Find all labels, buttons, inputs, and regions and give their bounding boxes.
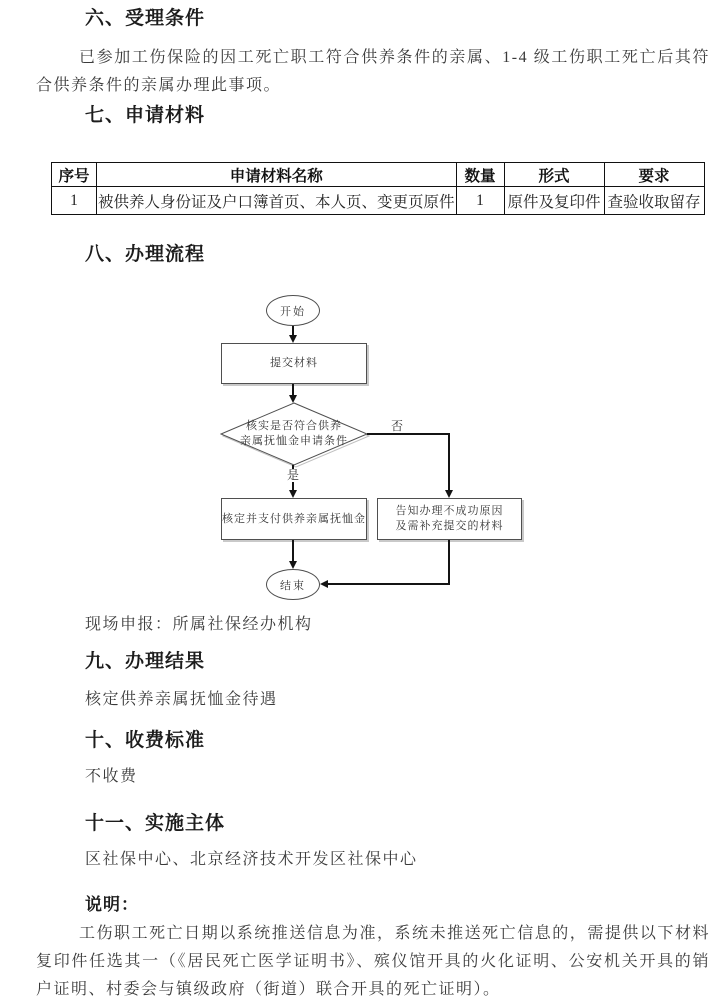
section-heading-implementing-body: 十一、实施主体 xyxy=(85,813,226,834)
col-header-index: 序号 xyxy=(52,163,97,187)
acceptance-conditions-paragraph: 已参加工伤保险的因工死亡职工符合供养条件的亲属、1-4 级工伤职工死亡后其符合供养条件的亲属办理此事项。 xyxy=(36,49,710,94)
materials-table xyxy=(51,162,705,215)
col-header-material-name: 申请材料名称 xyxy=(97,163,457,187)
arrow-yes-branch-head xyxy=(289,490,297,498)
col-header-form: 形式 xyxy=(504,163,604,187)
section-heading-acceptance-conditions: 六、受理条件 xyxy=(85,8,206,29)
flow-approve-node xyxy=(221,498,367,540)
flow-decision-label-line2: 亲属抚恤金申请条件 xyxy=(240,435,348,447)
col-header-requirement: 要求 xyxy=(604,163,704,187)
section-heading-fee: 十、收费标准 xyxy=(85,730,206,751)
process-flowchart xyxy=(0,280,728,615)
section-heading-result: 九、办理结果 xyxy=(85,651,206,672)
flow-submit-node xyxy=(221,343,367,384)
arrow-approve-to-end-head xyxy=(289,561,297,569)
table-header-row xyxy=(52,163,705,187)
flow-start-node xyxy=(266,295,320,326)
flow-notify-node xyxy=(377,498,522,540)
cell-quantity: 1 xyxy=(456,187,504,215)
flow-approve-label: 核定并支付供养亲属抚恤金 xyxy=(222,512,366,525)
arrow-approve-to-end-stem xyxy=(292,540,294,562)
cell-form: 原件及复印件 xyxy=(504,187,604,215)
flow-yes-label: 是 xyxy=(287,468,300,482)
implementing-body-line: 区社保中心、北京经济技术开发区社保中心 xyxy=(85,851,418,868)
arrow-notify-to-end-head xyxy=(320,580,328,588)
arrow-notify-to-end-hline xyxy=(328,583,450,585)
onsite-declaration-line: 现场申报：所属社保经办机构 xyxy=(85,616,313,633)
notes-heading: 说明： xyxy=(85,895,139,914)
arrow-start-to-submit-head xyxy=(289,335,297,343)
section-heading-process: 八、办理流程 xyxy=(85,244,206,265)
col-header-quantity: 数量 xyxy=(456,163,504,187)
result-body-line: 核定供养亲属抚恤金待遇 xyxy=(85,691,278,708)
arrow-no-branch-hline xyxy=(367,433,450,435)
flow-decision-label-line1: 核实是否符合供养 xyxy=(246,420,342,432)
arrow-notify-to-end-stem xyxy=(448,540,450,585)
flow-start-label: 开始 xyxy=(280,305,306,318)
cell-index: 1 xyxy=(52,187,97,215)
flow-submit-label: 提交材料 xyxy=(270,357,318,369)
arrow-no-branch-head xyxy=(445,490,453,498)
flow-notify-label-line1: 告知办理不成功原因 xyxy=(395,505,504,517)
arrow-no-branch-stem xyxy=(448,433,450,491)
section-heading-application-materials: 七、申请材料 xyxy=(85,105,206,126)
flow-decision-node xyxy=(221,403,367,465)
flow-end-label: 结束 xyxy=(280,579,306,592)
cell-requirement: 查验收取留存 xyxy=(604,187,704,215)
table-row xyxy=(52,187,705,215)
flow-no-label: 否 xyxy=(391,419,404,433)
fee-body-line: 不收费 xyxy=(85,768,138,785)
flow-end-node xyxy=(266,569,320,600)
flow-notify-label-line2: 及需补充提交的材料 xyxy=(395,520,504,532)
cell-material-name: 被供养人身份证及户口簿首页、本人页、变更页原件 xyxy=(97,187,457,215)
notes-paragraph: 工伤职工死亡日期以系统推送信息为准，系统未推送死亡信息的，需提供以下材料复印件任选其一（《居民死亡医学证明书》、殡仪馆开具的火化证明、公安机关开具的销户证明、村委会与镇级政府（街道）联合开具的死亡证明）。 xyxy=(36,925,710,998)
